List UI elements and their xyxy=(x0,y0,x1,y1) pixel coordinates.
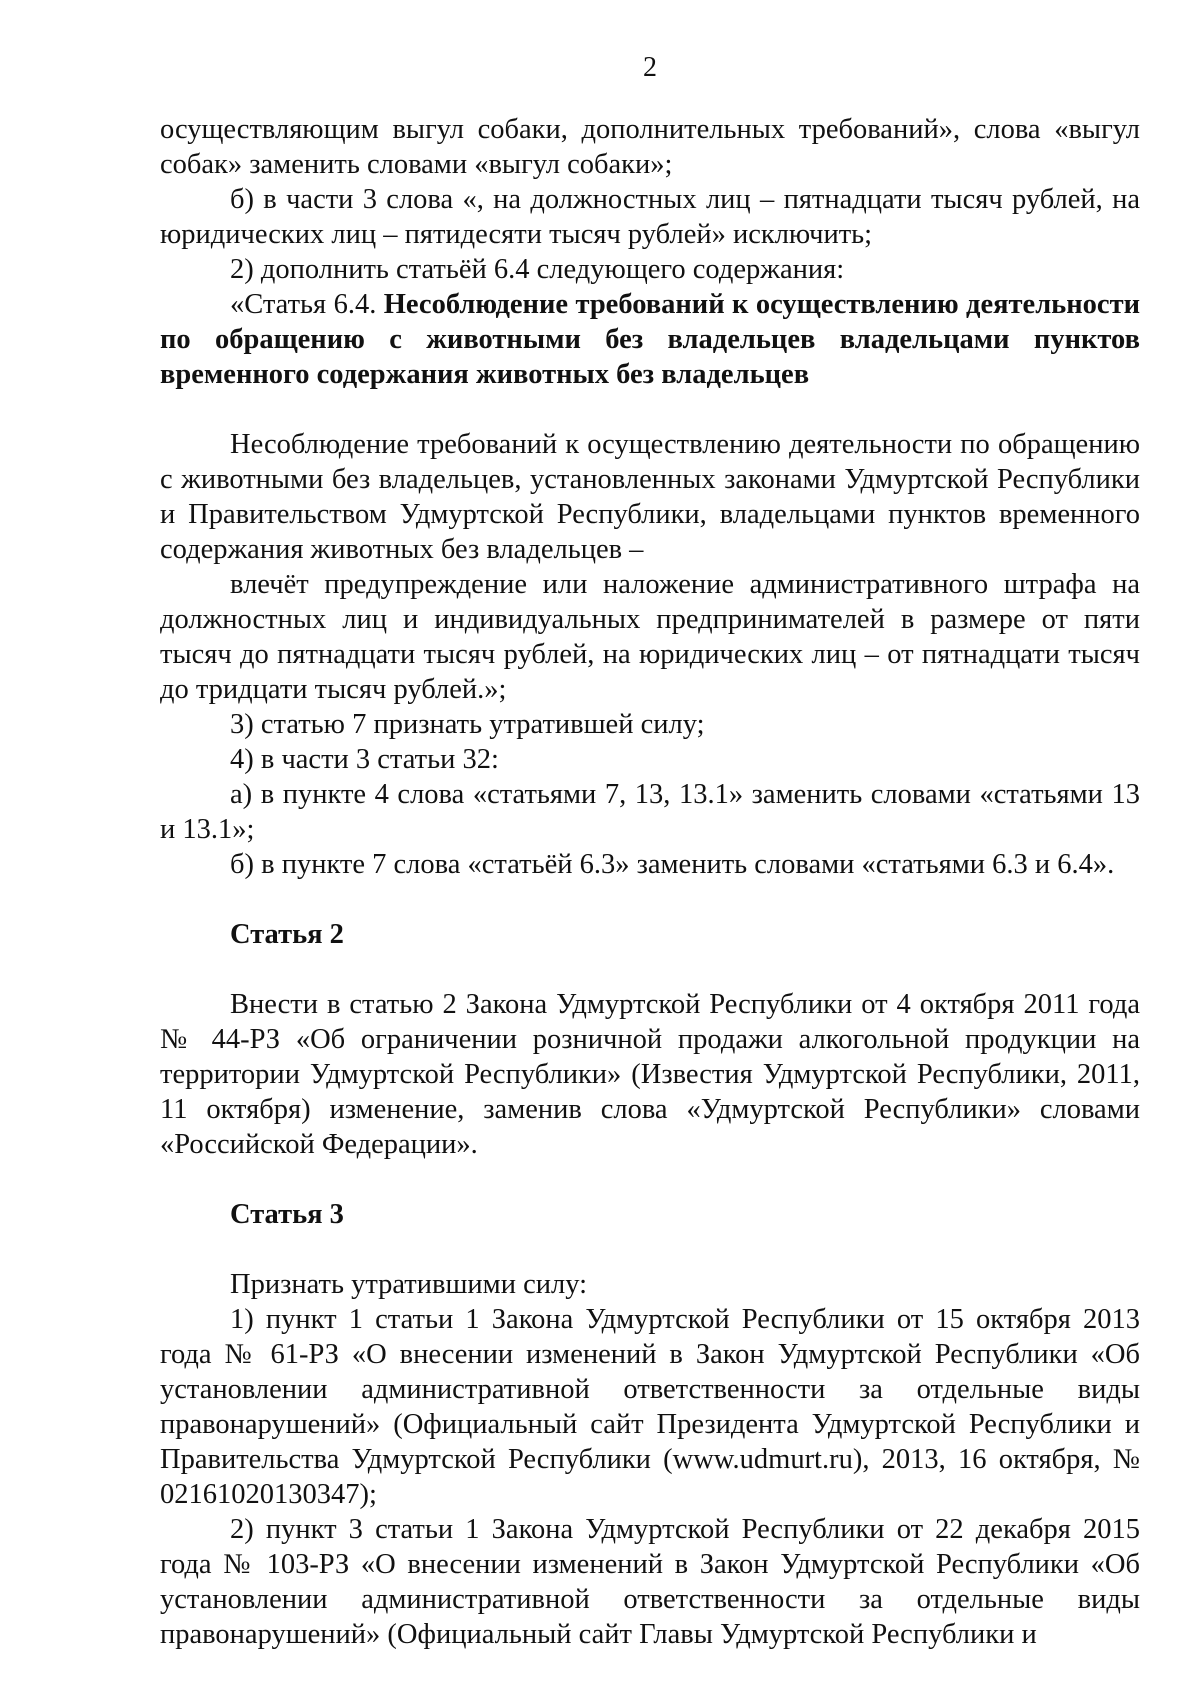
paragraph-item-4a: а) в пункте 4 слова «статьями 7, 13, 13.1» заменить словами «статьями 13 и 13.1»; xyxy=(160,779,1140,845)
paragraph-item-3: 3) статью 7 признать утратившей силу; xyxy=(230,709,705,740)
page-number: 2 xyxy=(643,52,657,83)
article-6-4-lead: «Статья 6.4. xyxy=(230,289,377,320)
article-3-item-2: 2) пункт 3 статьи 1 Закона Удмуртской Республики от 22 декабря 2015 года № 103-РЗ «О внесении изменений в Закон Удмуртской Республики «Об установлении административной ответственности за отдельные виды правонарушений» (Официальный сайт Главы Удмуртской Республики и xyxy=(160,1514,1140,1650)
spacer xyxy=(160,392,1140,427)
paragraph-item-b: б) в части 3 слова «, на должностных лиц – пятнадцати тысяч рублей, на юридических лиц – пятидесяти тысяч рублей» исключить; xyxy=(160,184,1140,250)
article-3-intro: Признать утратившими силу: xyxy=(230,1269,587,1300)
spacer xyxy=(160,882,1140,917)
article-6-4-heading: Несоблюдение требований к осуществлению деятельности по обращению с животными без владельцев владельцами пунктов временного содержания животных без владельцев xyxy=(160,289,1140,390)
article-3-item-1: 1) пункт 1 статьи 1 Закона Удмуртской Республики от 15 октября 2013 года № 61-РЗ «О внесении изменений в Закон Удмуртской Республики «Об установлении административной ответственности за отдельные виды правонарушений» (Официальный сайт Президента Удмуртской Республики и Правительства Удмуртской Республики (www.udmurt.ru), 2013, 16 октября, № 02161020130347); xyxy=(160,1304,1140,1510)
paragraph-continuation: осуществляющим выгул собаки, дополнительных требований», слова «выгул собак» заменить словами «выгул собаки»; xyxy=(160,114,1140,180)
paragraph-item-4: 4) в части 3 статьи 32: xyxy=(230,744,499,775)
article-6-4-disposition: Несоблюдение требований к осуществлению деятельности по обращению с животными без владельцев, установленных законами Удмуртской Республики и Правительством Удмуртской Республики, владельцами пунктов временного содержания животных без владельцев – xyxy=(160,429,1140,565)
document-body xyxy=(160,112,1140,1652)
article-2-heading: Статья 2 xyxy=(230,919,344,950)
spacer xyxy=(160,952,1140,987)
article-3-heading: Статья 3 xyxy=(230,1199,344,1230)
paragraph-item-2: 2) дополнить статьёй 6.4 следующего содержания: xyxy=(230,254,845,285)
article-6-4-title xyxy=(160,287,1140,392)
article-6-4-sanction: влечёт предупреждение или наложение административного штрафа на должностных лиц и индивидуальных предпринимателей в размере от пяти тысяч до пятнадцати тысяч рублей, на юридических лиц – от пятнадцати тысяч до тридцати тысяч рублей.»; xyxy=(160,569,1140,705)
article-2-text: Внести в статью 2 Закона Удмуртской Республики от 4 октября 2011 года № 44-РЗ «Об ограничении розничной продажи алкогольной продукции на территории Удмуртской Республики» (Известия Удмуртской Республики, 2011, 11 октября) изменение, заменив слова «Удмуртской Республики» словами «Российской Федерации». xyxy=(160,989,1140,1160)
spacer xyxy=(160,1232,1140,1267)
paragraph-item-4b: б) в пункте 7 слова «статьёй 6.3» заменить словами «статьями 6.3 и 6.4». xyxy=(230,849,1115,880)
document-page xyxy=(160,0,1140,1686)
spacer xyxy=(160,1162,1140,1197)
